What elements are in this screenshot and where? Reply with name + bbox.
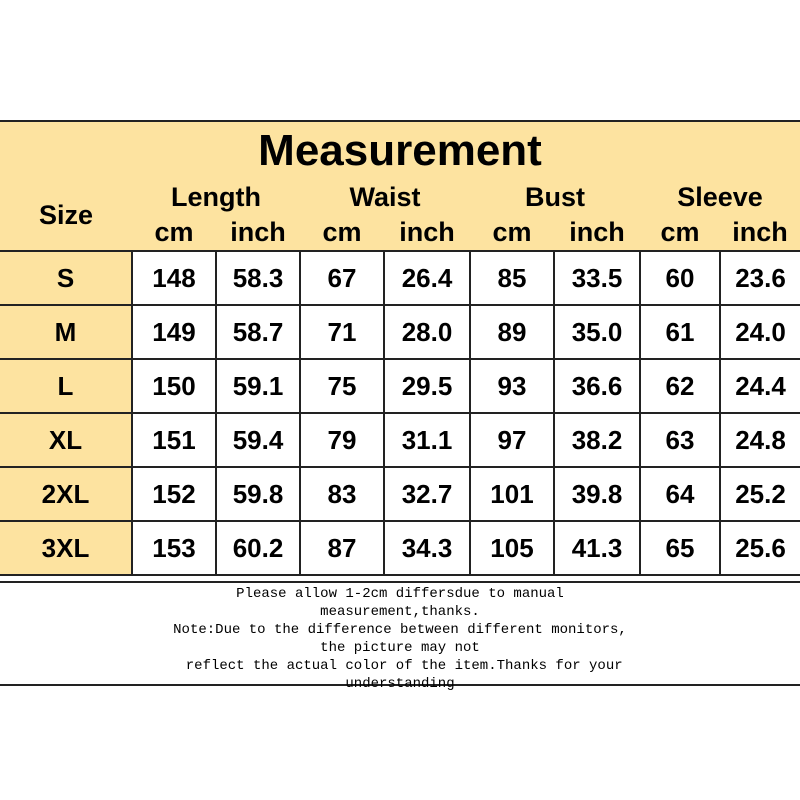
size-cell: 2XL xyxy=(0,467,132,521)
value-cell: 60 xyxy=(640,251,720,305)
note-line: Note:Due to the difference between different monitors, xyxy=(173,622,627,638)
value-cell: 149 xyxy=(132,305,216,359)
value-cell: 59.4 xyxy=(216,413,300,467)
value-cell: 75 xyxy=(300,359,384,413)
table-row xyxy=(0,251,800,305)
measurement-note xyxy=(0,581,800,692)
group-header-length: Length xyxy=(171,182,261,212)
value-cell: 60.2 xyxy=(216,521,300,575)
value-cell: 87 xyxy=(300,521,384,575)
value-cell: 58.3 xyxy=(216,251,300,305)
value-cell: 24.8 xyxy=(720,413,800,467)
value-cell: 58.7 xyxy=(216,305,300,359)
value-cell: 93 xyxy=(470,359,554,413)
note-line: the picture may not xyxy=(320,640,480,656)
value-cell: 85 xyxy=(470,251,554,305)
unit-header: inch xyxy=(732,217,788,247)
value-cell: 148 xyxy=(132,251,216,305)
value-cell: 38.2 xyxy=(554,413,640,467)
unit-header: inch xyxy=(399,217,455,247)
value-cell: 34.3 xyxy=(384,521,470,575)
value-cell: 26.4 xyxy=(384,251,470,305)
value-cell: 31.1 xyxy=(384,413,470,467)
value-cell: 33.5 xyxy=(554,251,640,305)
unit-header: inch xyxy=(569,217,625,247)
size-cell: 3XL xyxy=(0,521,132,575)
value-cell: 101 xyxy=(470,467,554,521)
table-body xyxy=(0,251,800,575)
value-cell: 24.0 xyxy=(720,305,800,359)
value-cell: 24.4 xyxy=(720,359,800,413)
value-cell: 97 xyxy=(470,413,554,467)
note-line: understanding xyxy=(345,676,455,692)
table-row xyxy=(0,413,800,467)
value-cell: 63 xyxy=(640,413,720,467)
value-cell: 153 xyxy=(132,521,216,575)
group-header-waist: Waist xyxy=(349,182,421,212)
value-cell: 35.0 xyxy=(554,305,640,359)
value-cell: 79 xyxy=(300,413,384,467)
table-title: Measurement xyxy=(258,126,542,175)
size-column-header: Size xyxy=(38,199,94,230)
unit-header: cm xyxy=(492,217,532,247)
value-cell: 65 xyxy=(640,521,720,575)
size-cell: M xyxy=(0,305,132,359)
size-cell: S xyxy=(0,251,132,305)
value-cell: 25.2 xyxy=(720,467,800,521)
size-cell: L xyxy=(0,359,132,413)
value-cell: 89 xyxy=(470,305,554,359)
size-cell: XL xyxy=(0,413,132,467)
table-row xyxy=(0,305,800,359)
value-cell: 61 xyxy=(640,305,720,359)
value-cell: 152 xyxy=(132,467,216,521)
unit-header: cm xyxy=(660,217,700,247)
table-row xyxy=(0,467,800,521)
value-cell: 36.6 xyxy=(554,359,640,413)
group-header-bust: Bust xyxy=(525,182,585,212)
value-cell: 64 xyxy=(640,467,720,521)
value-cell: 71 xyxy=(300,305,384,359)
size-table xyxy=(0,120,800,576)
value-cell: 59.8 xyxy=(216,467,300,521)
value-cell: 83 xyxy=(300,467,384,521)
unit-header: inch xyxy=(230,217,286,247)
table-row xyxy=(0,521,800,575)
value-cell: 41.3 xyxy=(554,521,640,575)
value-cell: 150 xyxy=(132,359,216,413)
note-line: measurement,thanks. xyxy=(320,604,480,620)
value-cell: 29.5 xyxy=(384,359,470,413)
size-chart xyxy=(0,120,800,692)
value-cell: 32.7 xyxy=(384,467,470,521)
unit-header: cm xyxy=(154,217,194,247)
value-cell: 25.6 xyxy=(720,521,800,575)
table-row xyxy=(0,359,800,413)
unit-header: cm xyxy=(322,217,362,247)
value-cell: 62 xyxy=(640,359,720,413)
value-cell: 59.1 xyxy=(216,359,300,413)
value-cell: 23.6 xyxy=(720,251,800,305)
value-cell: 105 xyxy=(470,521,554,575)
value-cell: 67 xyxy=(300,251,384,305)
note-line: reflect the actual color of the item.Thanks for your xyxy=(177,658,623,674)
value-cell: 39.8 xyxy=(554,467,640,521)
value-cell: 28.0 xyxy=(384,305,470,359)
value-cell: 151 xyxy=(132,413,216,467)
note-line: Please allow 1-2cm differsdue to manual xyxy=(236,586,564,602)
group-header-sleeve: Sleeve xyxy=(677,182,763,212)
